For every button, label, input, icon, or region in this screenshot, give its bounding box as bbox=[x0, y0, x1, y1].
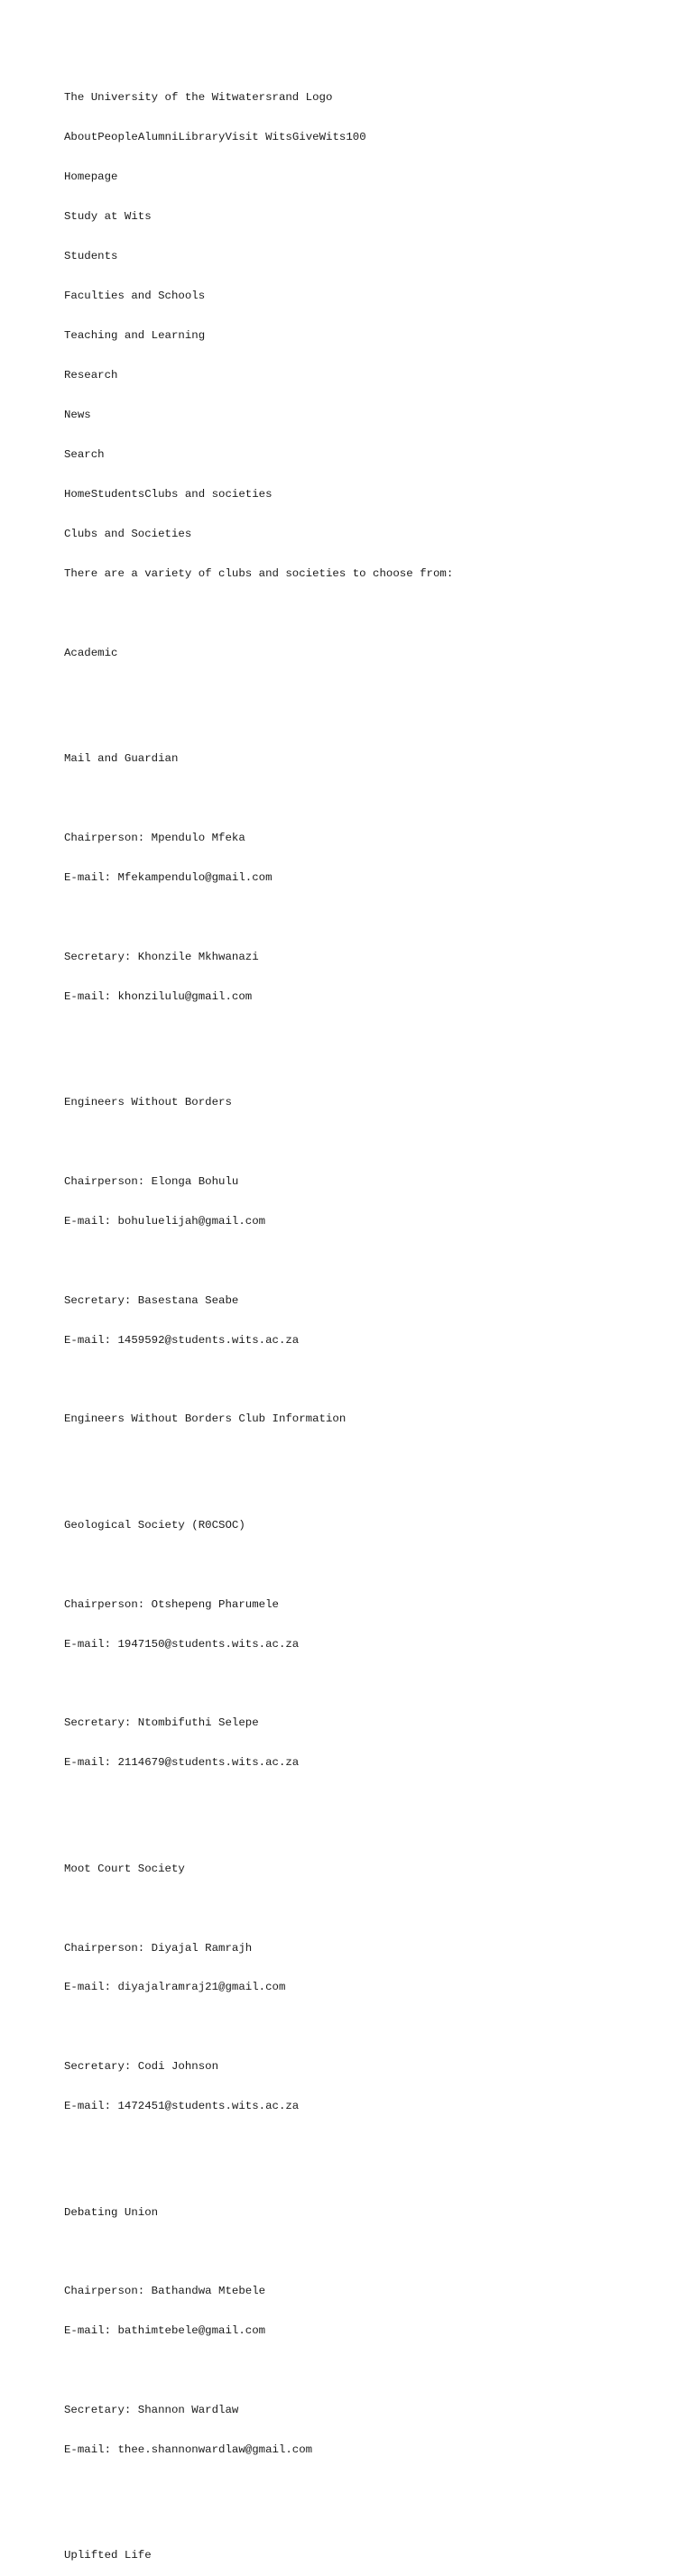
club-chairperson-email[interactable]: E-mail: diyajalramraj21@gmail.com bbox=[64, 1981, 286, 1994]
club-secretary: Secretary: Codi Johnson bbox=[64, 2060, 219, 2074]
club-secretary-email[interactable]: E-mail: 1459592@students.wits.ac.za bbox=[64, 1333, 300, 1347]
top-nav-wits100[interactable]: Wits100 bbox=[319, 131, 366, 144]
top-nav-about[interactable]: About bbox=[64, 131, 98, 144]
main-nav-homepage[interactable]: Homepage bbox=[64, 170, 118, 184]
main-nav-faculties-and-schools[interactable]: Faculties and Schools bbox=[64, 290, 206, 303]
club-secretary-email[interactable]: E-mail: 1472451@students.wits.ac.za bbox=[64, 2100, 300, 2113]
club-name: Geological Society (R0CSOC) bbox=[64, 1518, 245, 1532]
top-nav-library[interactable]: Library bbox=[178, 131, 226, 144]
page-intro: There are a variety of clubs and societies to choose from: bbox=[64, 566, 454, 580]
club-chairperson-email[interactable]: E-mail: bohuluelijah@gmail.com bbox=[64, 1214, 266, 1228]
category-heading: Academic bbox=[64, 646, 118, 659]
club-secretary: Secretary: Ntombifuthi Selepe bbox=[64, 1716, 259, 1730]
page-content bbox=[64, 65, 678, 2576]
breadcrumb-current: Clubs and societies bbox=[144, 487, 273, 501]
search-link[interactable]: Search bbox=[64, 447, 105, 461]
main-nav-research[interactable]: Research bbox=[64, 368, 118, 382]
main-nav-students[interactable]: Students bbox=[64, 250, 118, 263]
club-secretary-email[interactable]: E-mail: thee.shannonwardlaw@gmail.com bbox=[64, 2443, 313, 2457]
club-name: Engineers Without Borders bbox=[64, 1095, 232, 1109]
club-name: Uplifted Life bbox=[64, 2549, 152, 2562]
top-nav-people[interactable]: People bbox=[97, 131, 138, 144]
top-nav bbox=[64, 131, 678, 144]
club-chairperson: Chairperson: Otshepeng Pharumele bbox=[64, 1597, 279, 1611]
club-secretary: Secretary: Khonzile Mkhwanazi bbox=[64, 950, 259, 963]
university-logo[interactable]: The University of the Witwatersrand Logo bbox=[64, 91, 333, 105]
club-secretary-email[interactable]: E-mail: khonzilulu@gmail.com bbox=[64, 989, 253, 1003]
club-name: Moot Court Society bbox=[64, 1862, 185, 1875]
breadcrumb bbox=[64, 488, 678, 501]
club-name: Mail and Guardian bbox=[64, 751, 179, 765]
club-chairperson: Chairperson: Bathandwa Mtebele bbox=[64, 2285, 266, 2298]
club-chairperson-email[interactable]: E-mail: Mfekampendulo@gmail.com bbox=[64, 870, 273, 884]
club-chairperson: Chairperson: Mpendulo Mfeka bbox=[64, 831, 245, 844]
club-chairperson: Chairperson: Diyajal Ramrajh bbox=[64, 1941, 253, 1955]
page-title: Clubs and Societies bbox=[64, 527, 192, 540]
top-nav-give[interactable]: Give bbox=[291, 131, 319, 144]
club-info-link[interactable]: Engineers Without Borders Club Information bbox=[64, 1412, 346, 1426]
club-secretary-email[interactable]: E-mail: 2114679@students.wits.ac.za bbox=[64, 1756, 300, 1770]
top-nav-alumni[interactable]: Alumni bbox=[137, 131, 179, 144]
club-secretary: Secretary: Shannon Wardlaw bbox=[64, 2404, 239, 2417]
main-nav-teaching-and-learning[interactable]: Teaching and Learning bbox=[64, 329, 206, 343]
main-nav-study-at-wits[interactable]: Study at Wits bbox=[64, 210, 152, 224]
club-name: Debating Union bbox=[64, 2205, 159, 2219]
breadcrumb-students[interactable]: Students bbox=[90, 487, 145, 501]
main-nav-news[interactable]: News bbox=[64, 408, 91, 421]
breadcrumb-home[interactable]: Home bbox=[64, 487, 91, 501]
top-nav-visit-wits[interactable]: Visit Wits bbox=[225, 131, 292, 144]
club-chairperson: Chairperson: Elonga Bohulu bbox=[64, 1174, 239, 1188]
club-secretary: Secretary: Basestana Seabe bbox=[64, 1293, 239, 1307]
club-chairperson-email[interactable]: E-mail: 1947150@students.wits.ac.za bbox=[64, 1637, 300, 1651]
club-chairperson-email[interactable]: E-mail: bathimtebele@gmail.com bbox=[64, 2324, 266, 2338]
